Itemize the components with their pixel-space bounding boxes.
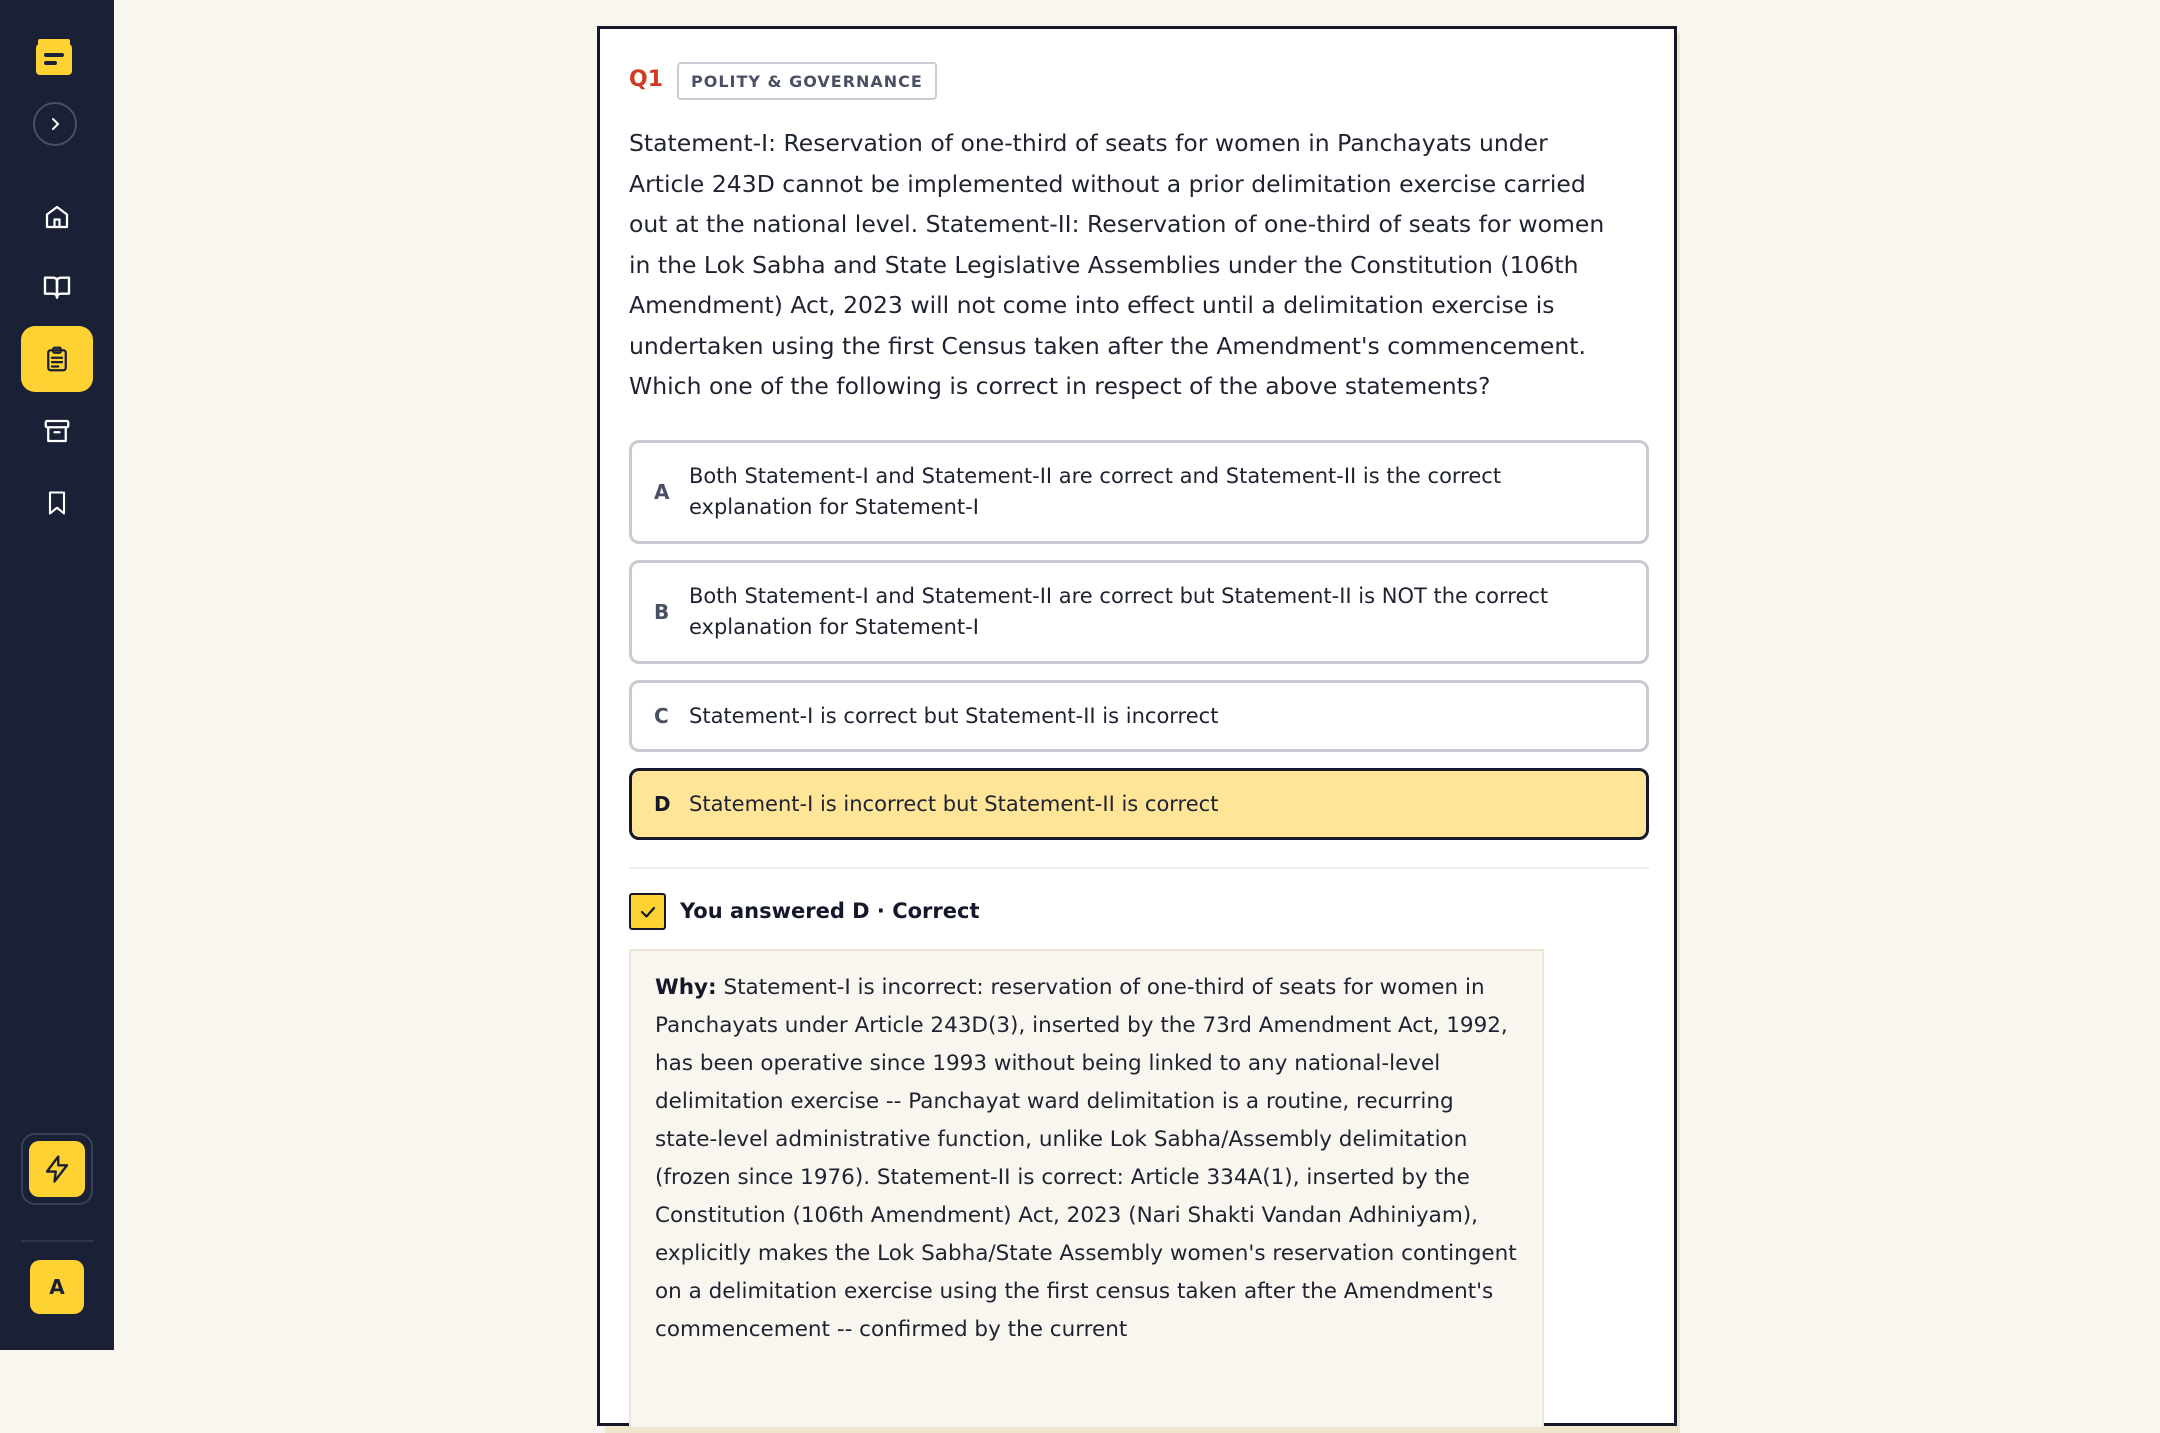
option-letter: B: [654, 600, 670, 624]
sidebar-item-home[interactable]: [21, 184, 93, 250]
option-b[interactable]: [629, 560, 1649, 664]
option-text: Statement-I is correct but Statement-II is incorrect: [689, 703, 1219, 728]
option-text: Both Statement-I and Statement-II are correct but Statement-II is NOT the correct explanation for Statement-I: [689, 584, 1549, 639]
archive-box-icon: [42, 416, 72, 446]
option-text: Statement-I is incorrect but Statement-II is correct: [689, 791, 1219, 816]
explanation-box: [629, 949, 1544, 1429]
question-text: Statement-I: Reservation of one-third of seats for women in Panchayats under Article 243D cannot be implemented without a prior delimitation exercise carried out at the national level. Statement-II: Reservation of one-third of seats for women in the Lok Sabha and State Legislative Assemblies under the Constitution (106th Amendment) Act, 2023 will not come into effect until a delimitation exercise is undertaken using the first Census taken after the Amendment's commencement. Which one of the following is correct in respect of the above statements?: [629, 129, 1605, 400]
chevron-right-icon: [46, 115, 64, 133]
quick-action-container: [21, 1133, 93, 1205]
clipboard-icon: [42, 344, 72, 374]
sidebar-item-tests[interactable]: [21, 326, 93, 392]
checkmark-icon: [638, 902, 658, 922]
option-letter: C: [654, 704, 669, 728]
sidebar-item-archive[interactable]: [21, 398, 93, 464]
section-divider: [629, 867, 1649, 869]
lightning-bolt-icon: [42, 1154, 72, 1184]
option-letter: A: [654, 480, 670, 504]
explanation-label: Why:: [655, 975, 717, 1000]
question-number: Q1: [629, 67, 664, 92]
quick-action-button[interactable]: [29, 1141, 85, 1197]
question-card: [597, 26, 1677, 1426]
sidebar-divider: [21, 1240, 93, 1242]
option-d-selected[interactable]: [629, 768, 1649, 840]
correct-check-badge: [629, 893, 666, 930]
option-letter: D: [654, 792, 671, 816]
option-text: Both Statement-I and Statement-II are correct and Statement-II is the correct explanation for Statement-I: [689, 464, 1502, 519]
explanation-text: [655, 969, 1518, 1349]
explanation-body: Statement-I is incorrect: reservation of one-third of seats for women in Panchayats under Article 243D(3), inserted by the 73rd Amendment Act, 1992, has been operative since 1993 without being linked to any national-level delimitation exercise -- Panchayat ward delimitation is a routine, recurring state-level administrative function, unlike Lok Sabha/Assembly delimitation (frozen since 1976). Statement-II is correct: Article 334A(1), inserted by the Constitution (106th Amendment) Act, 2023 (Nari Shakti Vandan Adhiniyam), explicitly makes the Lok Sabha/State Assembly women's reservation contingent on a delimitation exercise using the first census taken after the Amendment's commencement -- confirmed by the current: [655, 975, 1517, 1342]
answer-status: You answered D · Correct: [680, 899, 980, 923]
avatar[interactable]: A: [30, 1260, 84, 1314]
option-a[interactable]: [629, 440, 1649, 544]
sidebar: [0, 0, 114, 1350]
sidebar-expand-button[interactable]: [33, 102, 77, 146]
subject-tag: POLITY & GOVERNANCE: [677, 62, 937, 100]
notes-logo-icon[interactable]: [34, 37, 74, 77]
open-book-icon: [41, 271, 73, 303]
option-c[interactable]: [629, 680, 1649, 752]
home-icon: [42, 202, 72, 232]
sidebar-item-library[interactable]: [21, 254, 93, 320]
sidebar-item-bookmarks[interactable]: [21, 470, 93, 536]
bookmark-icon: [43, 488, 71, 518]
